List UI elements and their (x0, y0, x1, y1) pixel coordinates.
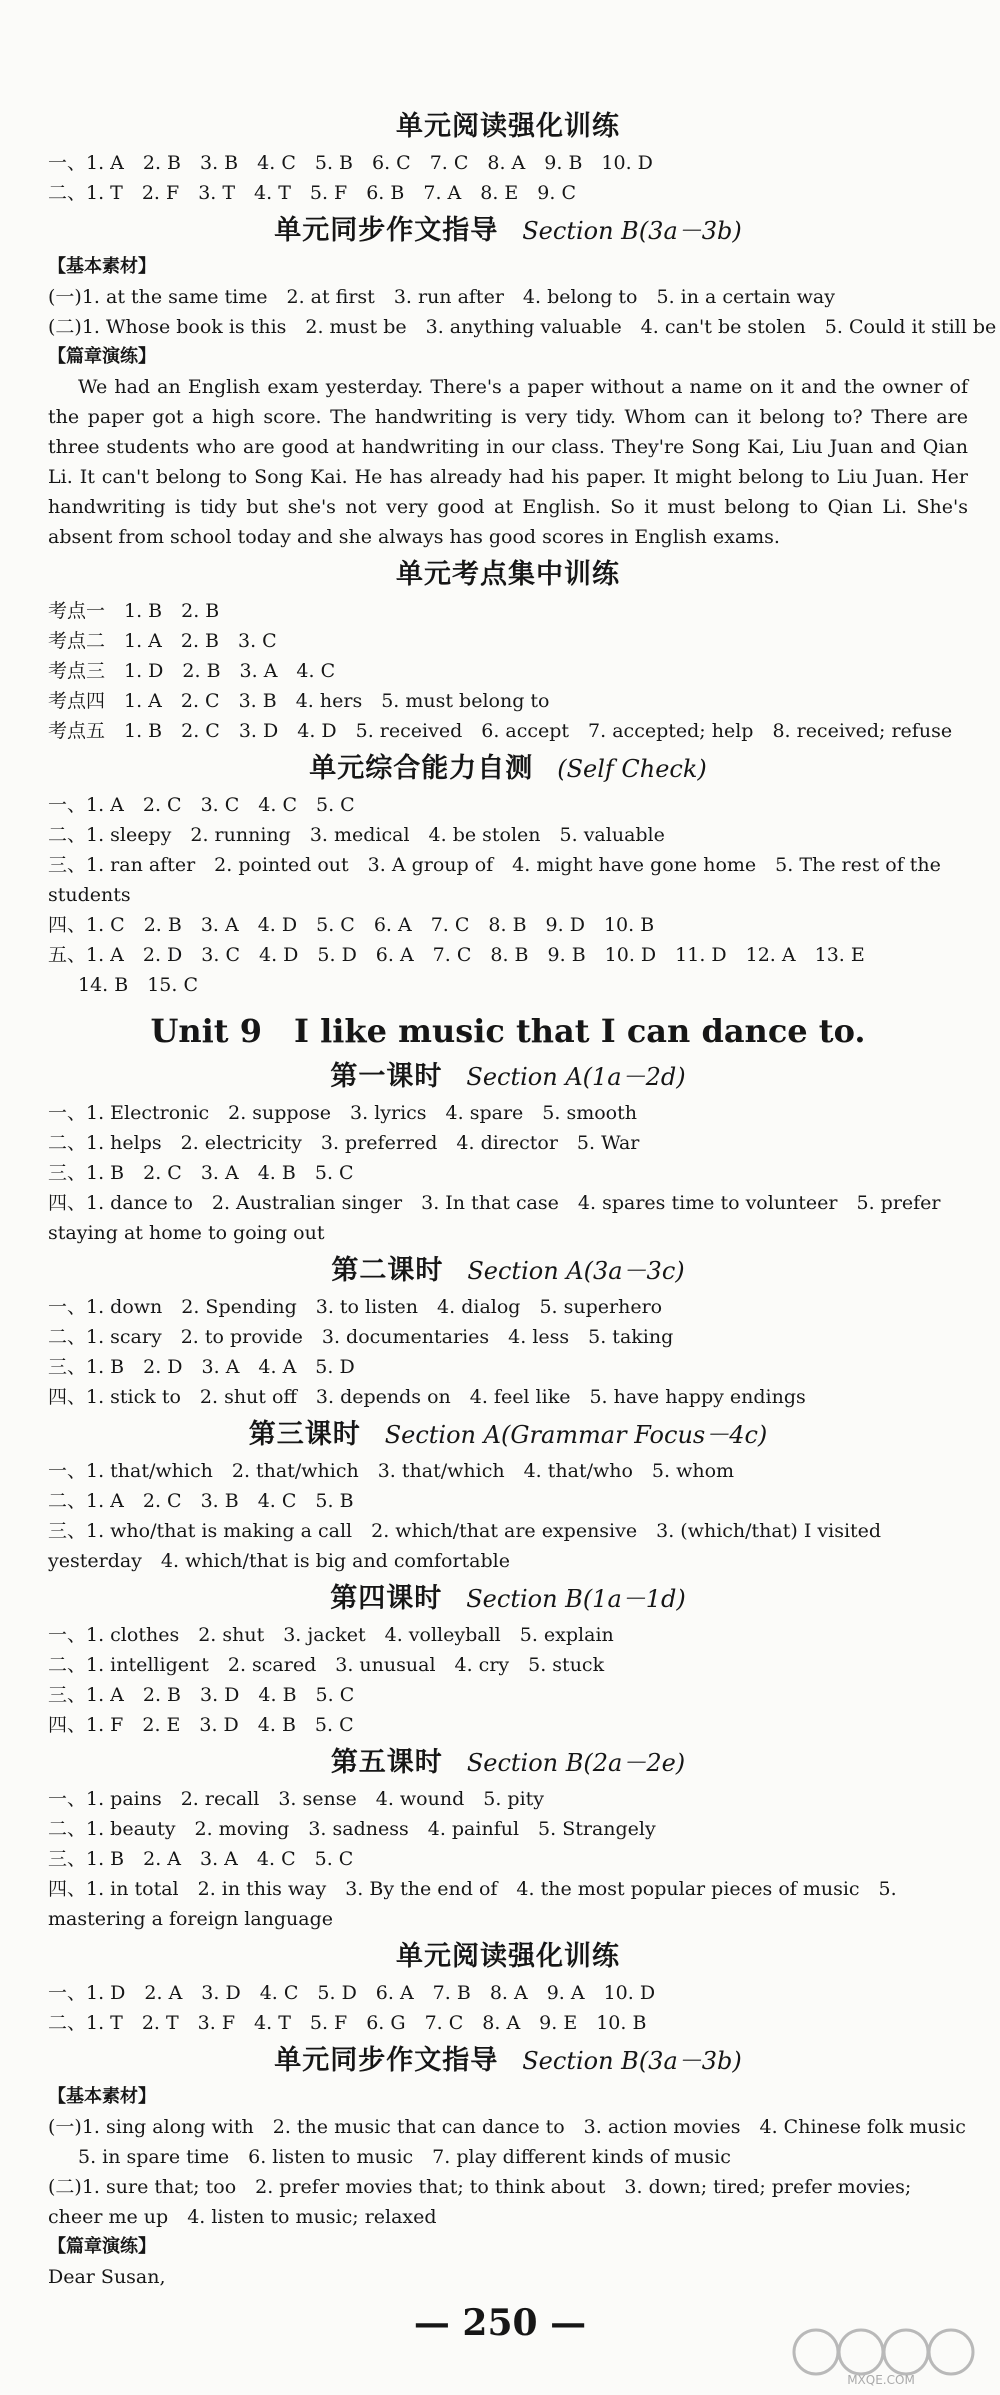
heading-section-label: Section A(Grammar Focus－4c) (384, 1421, 768, 1449)
answer-line: 三、1. B 2. A 3. A 4. C 5. C (48, 1848, 354, 1870)
heading-title: 单元同步作文指导 (274, 2045, 499, 2076)
answer-line: 14. B 15. C (78, 974, 199, 996)
heading-section-label: Section B(3a－3b) (522, 217, 742, 245)
answer-key-page (48, 104, 997, 2292)
answer-line: 考点一 1. B 2. B (48, 600, 220, 622)
material-tag: 【篇章演练】 (48, 346, 156, 367)
heading-title: 第五课时 (330, 1747, 443, 1778)
heading-title: 第四课时 (330, 1583, 443, 1614)
heading-title: 第一课时 (330, 1061, 443, 1092)
heading-section-label: Section B(1a－1d) (466, 1585, 686, 1613)
unit-title: Unit 9 I like music that I can dance to. (150, 1012, 866, 1050)
answer-line: 四、1. in total 2. in this way 3. By the end of 4. the most popular pieces of music 5. mastering a foreign language (48, 1878, 897, 1930)
section-heading (48, 1058, 968, 1096)
heading-title: 第二课时 (331, 1255, 444, 1286)
section-heading (48, 1938, 968, 1976)
heading-section-label: Section A(3a－3c) (467, 1257, 685, 1285)
answer-line: 二、1. T 2. F 3. T 4. T 5. F 6. B 7. A 8. E 9. C (48, 182, 576, 204)
section-heading (48, 2042, 968, 2080)
answer-line: 四、1. C 2. B 3. A 4. D 5. C 6. A 7. C 8. B 9. D 10. B (48, 914, 655, 936)
answer-line: 一、1. pains 2. recall 3. sense 4. wound 5. pity (48, 1788, 545, 1810)
answer-line: 5. in spare time 6. listen to music 7. play different kinds of music (78, 2146, 731, 2168)
answer-line: 一、1. D 2. A 3. D 4. C 5. D 6. A 7. B 8. A 9. A 10. D (48, 1982, 656, 2004)
answer-line: 三、1. ran after 2. pointed out 3. A group of 4. might have gone home 5. The rest of the students (48, 854, 941, 906)
heading-title: 单元同步作文指导 (274, 215, 499, 246)
answer-line: 四、1. dance to 2. Australian singer 3. In that case 4. spares time to volunteer 5. prefer staying at home to going out (48, 1192, 941, 1244)
section-heading (48, 1416, 968, 1454)
answer-line: 二、1. scary 2. to provide 3. documentaries 4. less 5. taking (48, 1326, 674, 1348)
heading-section-label: Section A(1a－2d) (466, 1063, 686, 1091)
heading-title: 单元阅读强化训练 (396, 1941, 620, 1972)
section-heading (48, 108, 968, 146)
heading-title: 单元综合能力自测 (309, 753, 534, 784)
answer-line: 二、1. helps 2. electricity 3. preferred 4. director 5. War (48, 1132, 640, 1154)
svg-text:MXQE.COM: MXQE.COM (847, 2373, 915, 2386)
answer-line: 三、1. who/that is making a call 2. which/that are expensive 3. (which/that) I visited yesterday 4. which/that is big and comfortable (48, 1520, 882, 1572)
answer-line: 一、1. A 2. C 3. C 4. C 5. C (48, 794, 355, 816)
answer-line: 四、1. stick to 2. shut off 3. depends on 4. feel like 5. have happy endings (48, 1386, 806, 1408)
answer-line: 三、1. B 2. C 3. A 4. B 5. C (48, 1162, 354, 1184)
answer-line: (一)1. at the same time 2. at first 3. run after 4. belong to 5. in a certain way (48, 286, 835, 308)
section-heading (48, 1252, 968, 1290)
answer-line: 考点二 1. A 2. B 3. C (48, 630, 277, 652)
section-heading (48, 556, 968, 594)
answer-line: 三、1. A 2. B 3. D 4. B 5. C (48, 1684, 355, 1706)
answer-line: 二、1. beauty 2. moving 3. sadness 4. painful 5. Strangely (48, 1818, 656, 1840)
answer-line: 考点四 1. A 2. C 3. B 4. hers 5. must belong to (48, 690, 550, 712)
answer-line: 二、1. intelligent 2. scared 3. unusual 4. cry 5. stuck (48, 1654, 605, 1676)
answer-line: 二、1. A 2. C 3. B 4. C 5. B (48, 1490, 354, 1512)
answer-line: 一、1. that/which 2. that/which 3. that/which 4. that/who 5. whom (48, 1460, 735, 1482)
answer-line: 一、1. Electronic 2. suppose 3. lyrics 4. spare 5. smooth (48, 1102, 637, 1124)
material-tag: 【篇章演练】 (48, 2236, 156, 2257)
heading-title: 单元考点集中训练 (396, 559, 620, 590)
section-heading (48, 212, 968, 250)
answer-line: 二、1. sleepy 2. running 3. medical 4. be stolen 5. valuable (48, 824, 665, 846)
answer-line: 二、1. T 2. T 3. F 4. T 5. F 6. G 7. C 8. A 9. E 10. B (48, 2012, 647, 2034)
answer-line: 一、1. clothes 2. shut 3. jacket 4. volleyball 5. explain (48, 1624, 614, 1646)
answer-line: 考点五 1. B 2. C 3. D 4. D 5. received 6. accept 7. accepted; help 8. received; refuse (48, 720, 953, 742)
essay-paragraph: We had an English exam yesterday. There's a paper without a name on it and the owner of the paper got a high score. The handwriting is very tidy. Whom can it belong to? There are three students who are good at handwriting in our class. They're Song Kai, Liu Juan and Qian Li. It can't belong to Song Kai. He has already had his paper. It might belong to Liu Juan. Her handwriting is tidy but she's not very good at English. So it must belong to Qian Li. She's absent from school today and she always has good scores in English exams. (48, 376, 968, 548)
material-tag: 【基本素材】 (48, 256, 156, 277)
watermark-logo (786, 2322, 976, 2386)
page-number: — 250 — (413, 2302, 587, 2344)
material-tag: 【基本素材】 (48, 2086, 156, 2107)
answer-line: (一)1. sing along with 2. the music that can dance to 3. action movies 4. Chinese folk music (48, 2116, 966, 2138)
answer-line: (二)1. sure that; too 2. prefer movies that; to think about 3. down; tired; prefer movies; cheer me up 4. listen to music; relaxed (48, 2176, 912, 2228)
section-heading (48, 1580, 968, 1618)
heading-section-label: Section B(2a－2e) (466, 1749, 686, 1777)
heading-section-label: (Self Check) (557, 755, 707, 783)
answer-line: 五、1. A 2. D 3. C 4. D 5. D 6. A 7. C 8. B 9. B 10. D 11. D 12. A 13. E (48, 944, 865, 966)
answer-line: 一、1. A 2. B 3. B 4. C 5. B 6. C 7. C 8. A 9. B 10. D (48, 152, 653, 174)
answer-line: 考点三 1. D 2. B 3. A 4. C (48, 660, 336, 682)
answer-line: 一、1. down 2. Spending 3. to listen 4. dialog 5. superhero (48, 1296, 663, 1318)
heading-title: 第三课时 (248, 1419, 361, 1450)
answer-line: 三、1. B 2. D 3. A 4. A 5. D (48, 1356, 355, 1378)
answer-line: (二)1. Whose book is this 2. must be 3. anything valuable 4. can't be stolen 5. Could it still be (48, 316, 997, 338)
heading-section-label: Section B(3a－3b) (522, 2047, 742, 2075)
section-heading (48, 1744, 968, 1782)
section-heading (48, 750, 968, 788)
answer-line: 四、1. F 2. E 3. D 4. B 5. C (48, 1714, 354, 1736)
heading-title: 单元阅读强化训练 (396, 111, 620, 142)
answer-line: Dear Susan, (48, 2266, 166, 2288)
